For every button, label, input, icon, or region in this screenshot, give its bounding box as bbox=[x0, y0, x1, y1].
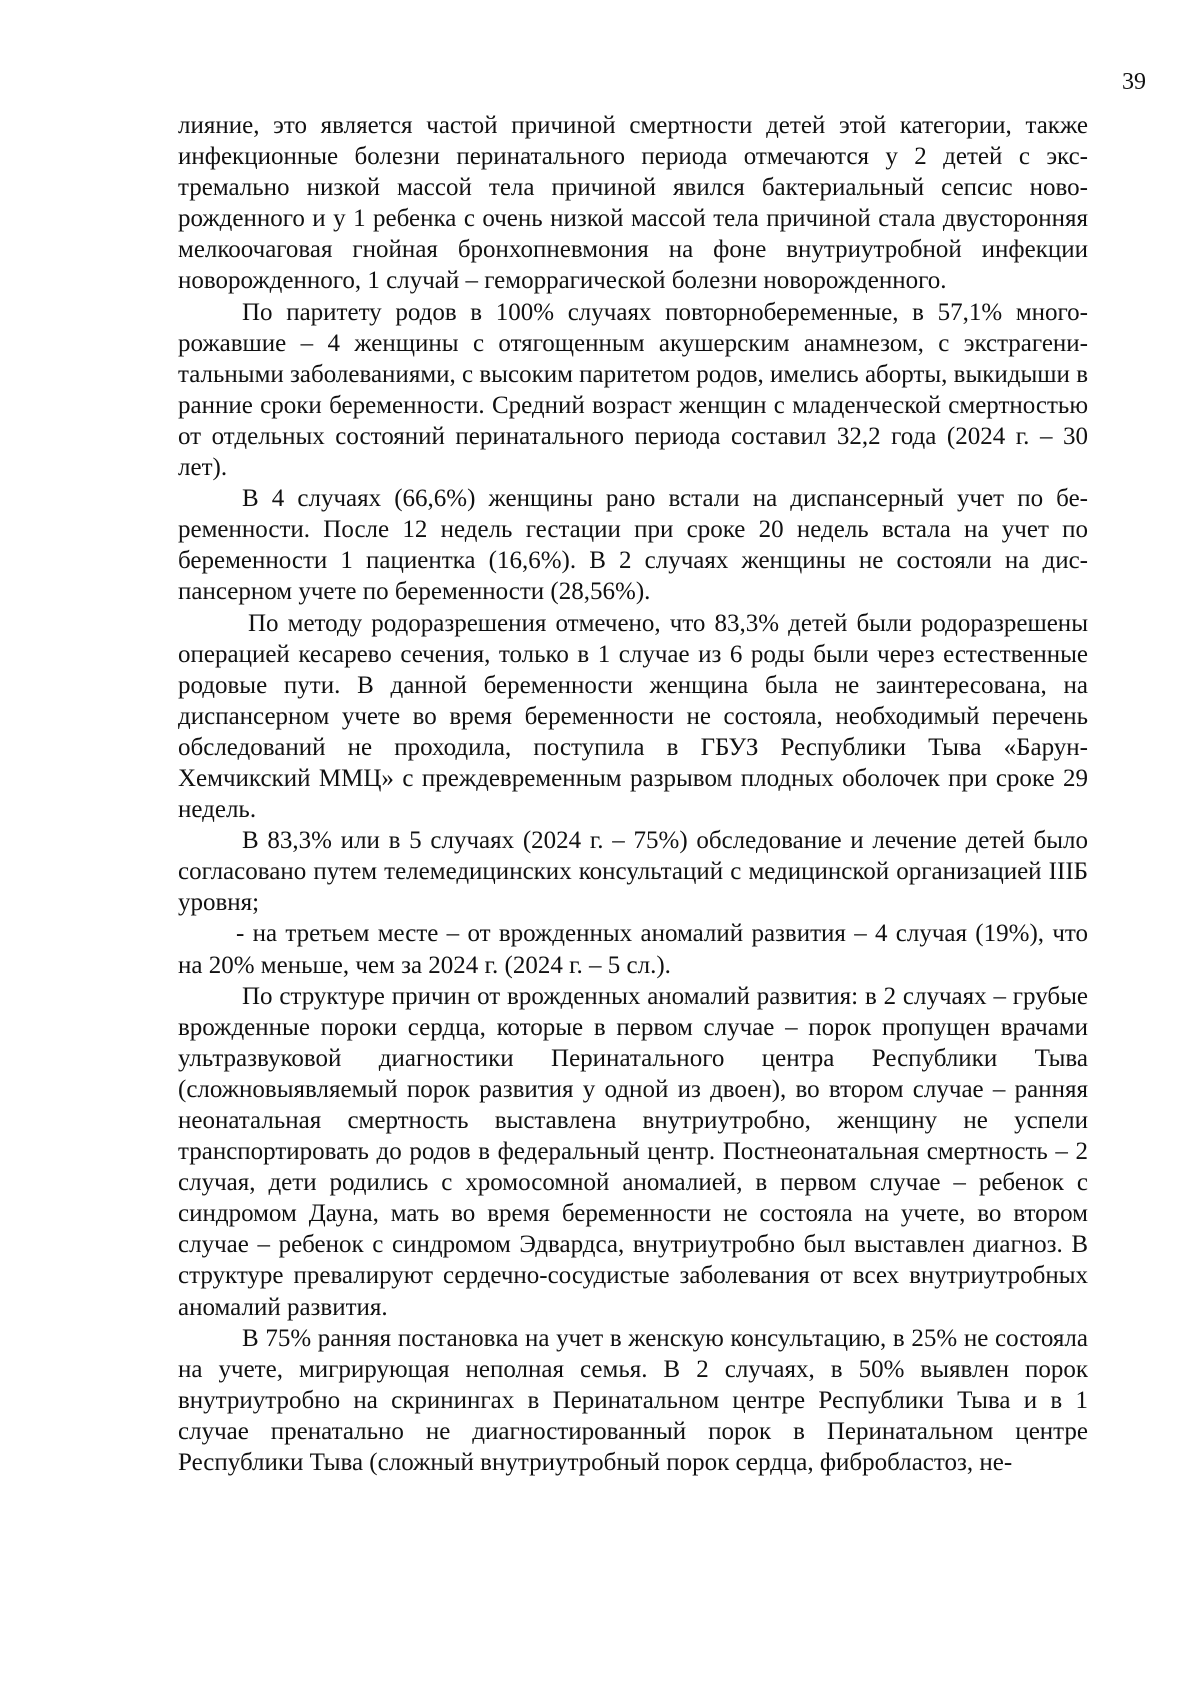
paragraph-parity: По паритету родов в 100% случаях повторнобеременные, в 57,1% многорожавшие – 4 женщины с отягощенным акушерским анамнезом, с экстрагенитальными заболеваниями, с высоким паритетом родов, имелись аборты, выкидыши в ранние сроки беременности. Средний возраст женщин с младенческой смертностью от отдельных состояний перинатального периода составил 32,2 года (2024 г. – 30 лет). bbox=[178, 298, 1088, 482]
paragraph-early-registration: В 75% ранняя постановка на учет в женскую консультацию, в 25% не состояла на учете, мигрирующая неполная семья. В 2 случаях, в 50% выявлен порок внутриутробно на скринингах в Перинатальном центре Республики Тыва и в 1 случае пренатально не диагностированный порок в Перинатальном центре Республики Тыва (сложный внутриутробный порок сердца, фибробластоз, не- bbox=[178, 1324, 1088, 1477]
paragraph-continuation: лияние, это является частой причиной смертности детей этой категории, также инфекционные болезни перинатального периода отмечаются у 2 детей с экстремально низкой массой тела причиной явился бактериальный сепсис новорожденного и у 1 ребенка с очень низкой массой тела причиной стала двусторонняя мелкоочаговая гнойная бронхопневмония на фоне внутриутробной инфекции новорожденного, 1 случай – геморрагической болезни новорожденного. bbox=[178, 112, 1088, 295]
paragraph-third-place: - на третьем месте – от врожденных аномалий развития – 4 случая (19%), что на 20% меньше, чем за 2024 г. (2024 г. – 5 сл.). bbox=[178, 920, 1088, 979]
body-text bbox=[178, 110, 1088, 1478]
paragraph-delivery-method: По методу родоразрешения отмечено, что 83,3% детей были родоразрешены операцией кесарево сечения, только в 1 случае из 6 роды были через естественные родовые пути. В данной беременности женщина была не заинтересована, на диспансерном учете во время беременности не состояла, необходимый перечень обследований не проходила, поступила в ГБУЗ Республики Тыва «Барун-Хемчикский ММЦ» с преждевременным разрывом плодных оболочек при сроке 29 недель. bbox=[178, 609, 1088, 824]
page-number: 39 bbox=[1122, 69, 1146, 95]
paragraph-telemedicine: В 83,3% или в 5 случаях (2024 г. – 75%) обследование и лечение детей было согласовано путем телемедицинских консультаций с медицинской организацией IIIБ уровня; bbox=[178, 827, 1088, 917]
paragraph-anomaly-structure: По структуре причин от врожденных аномалий развития: в 2 случаях – грубые врожденные пороки сердца, которые в первом случае – порок пропущен врачами ультразвуковой диагностики Перинатального центра Республики Тыва (сложновыявляемый порок развития у одной из двоен), во втором случае – ранняя неонатальная смертность выставлена внутриутробно, женщину не успели транспортировать до родов в федеральный центр. Постнеонатальная смертность – 2 случая, дети родились с хромосомной аномалией, в первом случае – ребенок с синдромом Дауна, мать во время беременности не состояла на учете, во втором случае – ребенок с синдромом Эдвардса, внутриутробно был выставлен диагноз. В структуре превалируют сердечно-сосудистые заболевания от всех внутриутробных аномалий развития. bbox=[178, 982, 1088, 1321]
paragraph-registration: В 4 случаях (66,6%) женщины рано встали на диспансерный учет по беременности. После 12 недель гестации при сроке 20 недель встала на учет по беременности 1 пациентка (16,6%). В 2 случаях женщины не состояли на диспансерном учете по беременности (28,56%). bbox=[178, 485, 1088, 606]
